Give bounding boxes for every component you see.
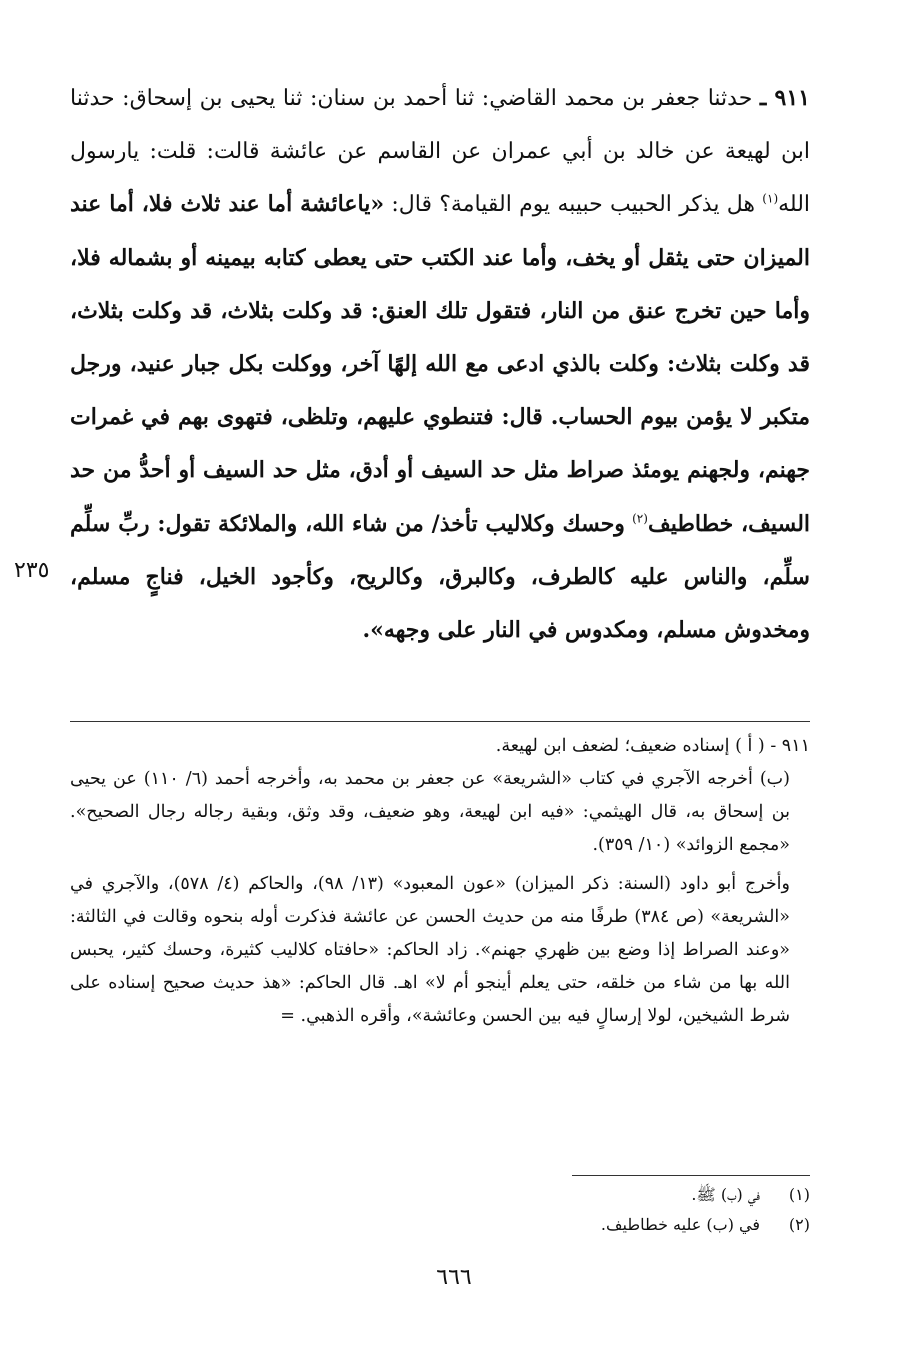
- footnotes: [70, 1180, 810, 1240]
- note-sources-c: وأخرج أبو داود (السنة: ذكر الميزان) «عون المعبود» (١٣/ ٩٨)، والحاكم (٤/ ٥٧٨)، والآجري في «الشريعة» (ص ٣٨٤) طرفًا منه من حديث الحسن عن عائشة فذكرت أوله بنحوه وقالت في الثالثة: «وعند الصراط إذا وضع بين ظهري جهنم». زاد الحاكم: «حافتاه كلاليب كثيرة، وحسك كثير، يحبس الله بها من شاء من خلقه، حتى يعلم أينجو أم لا» اهـ. قال الحاكم: «هذ حديث صحيح إسناده على شرط الشيخين، لولا إرسالٍ فيه بين الحسن وعائشة»، وأقره الذهبي. =: [70, 874, 790, 1026]
- hadith-paragraph: [70, 72, 810, 657]
- note-grading: ٩١١ - ( أ ) إسناده ضعيف؛ لضعف ابن لهيعة.: [495, 736, 810, 756]
- footnote-number: (٢): [788, 1215, 810, 1234]
- hadith-number: ٩١١ ـ: [759, 85, 810, 111]
- divider: [70, 721, 810, 722]
- footnote-divider: [572, 1175, 810, 1176]
- footnote-marker-2: (٢): [632, 511, 648, 526]
- footnote-item: [70, 1180, 810, 1210]
- manuscript-folio-number: ٢٣٥: [14, 558, 50, 583]
- main-text: [70, 72, 810, 657]
- isnad-text-end: هل يذكر الحبيب حبيبه يوم القيامة؟ قال:: [391, 192, 756, 218]
- footnote-number: (١): [788, 1185, 810, 1204]
- page-number: ٦٦٦: [436, 1265, 472, 1290]
- footnote-text: في (ب) عليه خطاطيف.: [600, 1215, 760, 1234]
- footnote-text: في (ب) ﷺ.: [691, 1185, 760, 1204]
- isnad-text: حدثنا جعفر بن محمد القاضي: ثنا أحمد بن سنان: ثنا يحيى بن إسحاق: حدثنا ابن لهيعة عن خالد بن أبي عمران عن القاسم عن عائشة قالت: قلت: يارسول الله: [70, 86, 811, 218]
- matn-text-2: وحسك وكلاليب تأخذ/ من شاء الله، والملائكة تقول: ربِّ سلِّم سلِّم، والناس عليه كالطرف، وكالبرق، وكالريح، وكأجود الخيل، فناجٍ مسلم، ومخدوش مسلم، ومكدوس في النار على وجهه».: [70, 510, 810, 644]
- takhrij-notes: [70, 730, 810, 1033]
- footnote-item: [70, 1210, 810, 1240]
- matn-text-1: «ياعائشة أما عند ثلاث فلا، أما عند الميزان حتى يثقل أو يخف، وأما عند الكتب حتى يعطى كتابه بيمينه أو بشماله فلا، وأما حين تخرج عنق من النار، فتقول تلك العنق: قد وكلت بثلاث، قد وكلت بثلاث، قد وكلت بثلاث: وكلت بالذي ادعى مع الله إلهًا آخر، ووكلت بكل جبار عنيد، ورجل متكبر لا يؤمن بيوم الحساب. قال: فتنطوي عليهم، وتلظى، فتهوى بهم في غمرات جهنم، ولجهنم يومئذ صراط مثل حد السيف أو أدق، مثل حد السيف أو أحدُّ من حد السيف، خطاطيف: [70, 191, 811, 537]
- footnote-marker-1: (١): [762, 192, 779, 207]
- note-sources-b: (ب) أخرجه الآجري في كتاب «الشريعة» عن جعفر بن محمد به، وأخرجه أحمد (٦/ ١١٠) عن يحيى بن إسحاق به، قال الهيثمي: «فيه ابن لهيعة، وهو ضعيف، وقد وثق، وبقية رجاله رجال الصحيح». «مجمع الزوائد» (١٠/ ٣٥٩).: [70, 769, 790, 855]
